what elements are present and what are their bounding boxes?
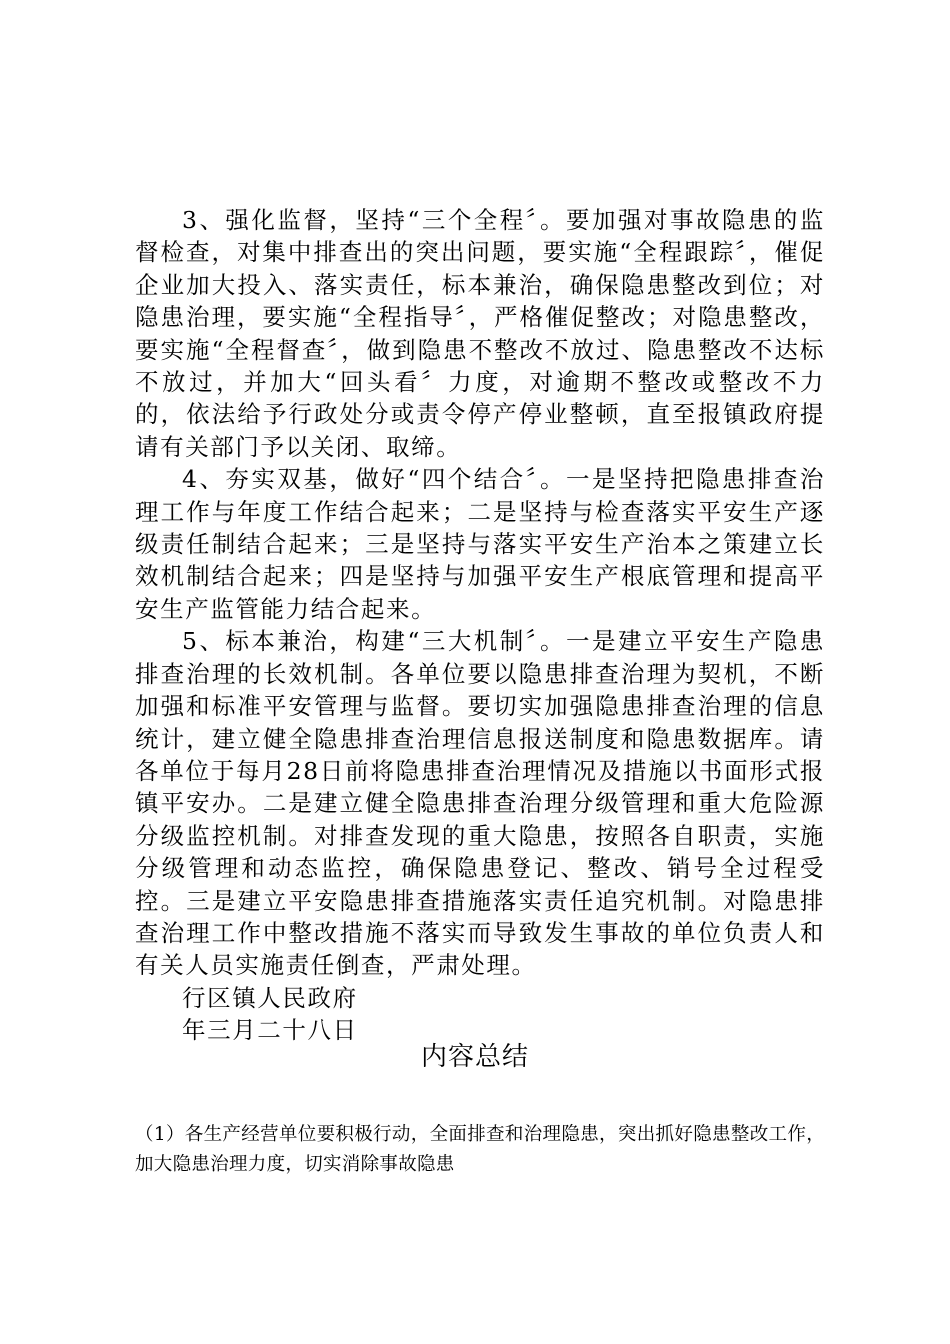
summary-text: （1）各生产经营单位要积极行动，全面排查和治理隐患，突出抓好隐患整改工作，加大隐患治理力度，切实消除事故隐患: [135, 1124, 825, 1175]
paragraph-foundation: 4、夯实双基，做好“四个结合〞。一是坚持把隐患排查治理工作与年度工作结合起来；二是坚持与检查落实平安生产逐级责任制结合起来；三是坚持与落实平安生产治本之策建立长效机制结合起来；四是坚持与加强平安生产根底管理和提高平安生产监管能力结合起来。: [135, 465, 825, 623]
signature-date: 年三月二十八日: [182, 1016, 358, 1045]
paragraph-supervision: 3、强化监督，坚持“三个全程〞。要加强对事故隐患的监督检查，对集中排查出的突出问题，要实施“全程跟踪〞，催促企业加大投入、落实责任，标本兼治，确保隐患整改到位；对隐患治理，要实施“全程指导〞，严格催促整改；对隐患整改，要实施“全程督查〞，做到隐患不整改不放过、隐患整改不达标不放过，并加大“回头看〞力度，对逾期不整改或整改不力的，依法给予行政处分或责令停产停业整顿，直至报镇政府提请有关部门予以关闭、取缔。: [135, 206, 825, 461]
summary-title: 内容总结: [420, 1042, 529, 1072]
signature-issuer: 行区镇人民政府: [182, 983, 358, 1012]
document-body: [135, 204, 825, 1047]
paragraph-mechanisms: 5、标本兼治，构建“三大机制〞。一是建立平安生产隐患排查治理的长效机制。各单位要以隐患排查治理为契机，不断加强和标准平安管理与监督。要切实加强隐患排查治理的信息统计，建立健全隐患排查治理信息报送制度和隐患数据库。请各单位于每月28日前将隐患排查治理情况及措施以书面形式报镇平安办。二是建立健全隐患排查治理分级管理和重大危险源分级监控机制。对排查发现的重大隐患，按照各自职责，实施分级管理和动态监控，确保隐患登记、整改、销号全过程受控。三是建立平安隐患排查措施落实责任追究机制。对隐患排查治理工作中整改措施不落实而导致发生事故的单位负责人和有关人员实施责任倒查，严肃处理。: [135, 627, 825, 980]
